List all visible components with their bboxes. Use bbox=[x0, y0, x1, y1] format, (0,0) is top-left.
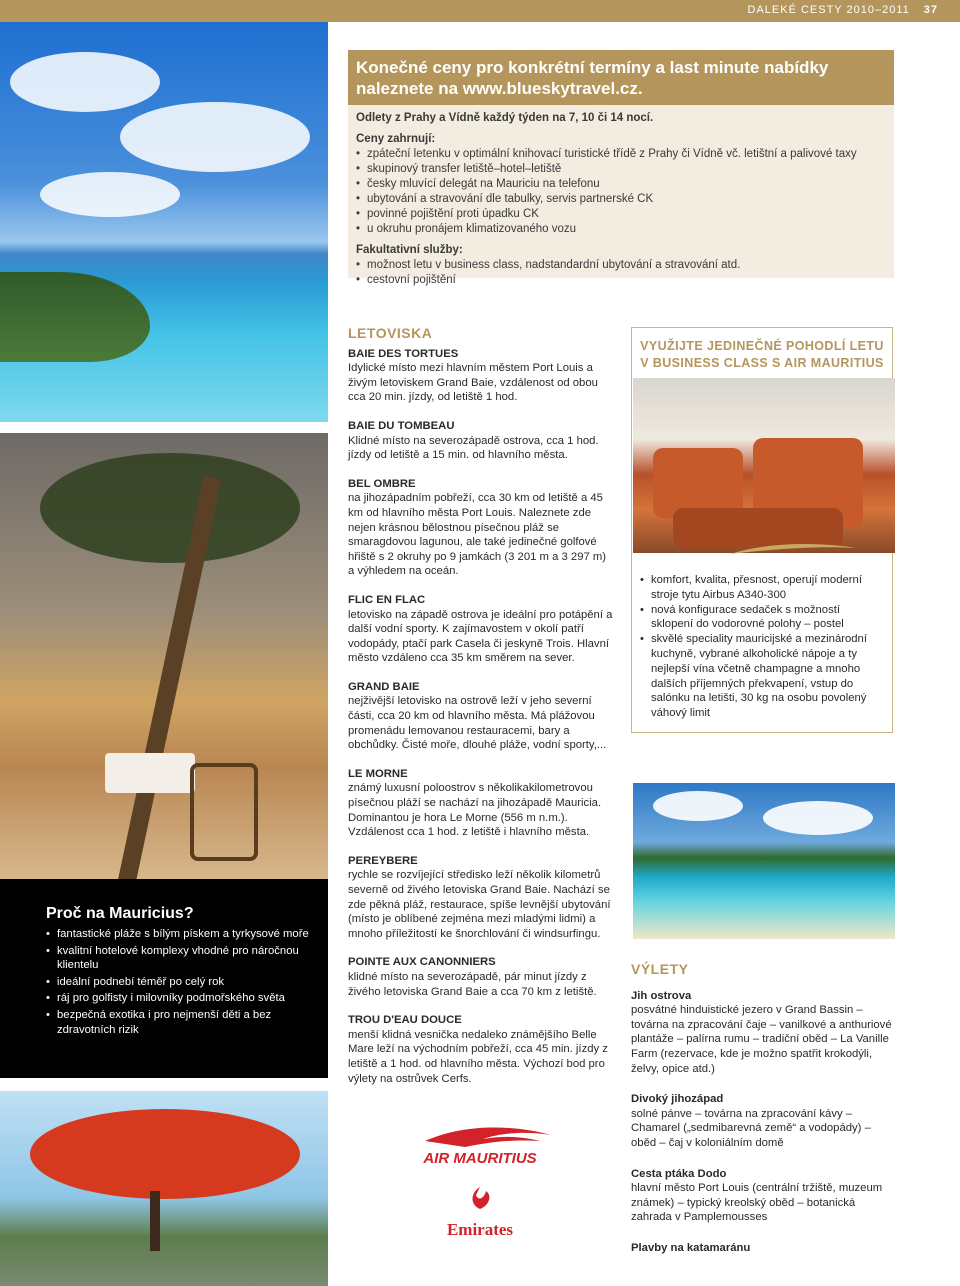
resort-name: FLIC EN FLAC bbox=[348, 593, 426, 606]
optional-list bbox=[356, 258, 886, 288]
resort-name: LE MORNE bbox=[348, 767, 408, 780]
why-mauritius-list bbox=[46, 927, 314, 1039]
running-title: DALEKÉ CESTY 2010–2011 bbox=[747, 4, 910, 16]
trip-name: Cesta ptáka Dodo bbox=[631, 1167, 727, 1180]
list-item: • nová konfigurace sedaček s možností sklopení do vodorovné polohy – postel bbox=[640, 603, 885, 633]
air-mauritius-wordmark: AIR MAURITIUS bbox=[423, 1150, 537, 1167]
resort-item bbox=[348, 854, 613, 942]
photo-business-class-seats bbox=[633, 378, 895, 553]
resort-name: BEL OMBRE bbox=[348, 477, 416, 490]
included-label: Ceny zahrnují: bbox=[356, 133, 436, 145]
list-item: • fantastické pláže s bílým pískem a tyrkysové moře bbox=[46, 927, 314, 942]
business-class-features bbox=[640, 573, 885, 721]
resort-item bbox=[348, 1013, 613, 1086]
running-header-text bbox=[748, 4, 939, 16]
resort-text: na jihozápadním pobřeží, cca 30 km od letiště a 45 km od hlavního města Port Louis. Naleznete zde nejen krásnou bělostnou písečnou pláž se smaragdovou lagunou, ale také jedinečné golfové hřiště s 2 okruhy po 9 jamkách (3 201 m a 3 297 m) a výhledem na oceán. bbox=[348, 492, 607, 578]
swoosh-icon bbox=[728, 540, 858, 558]
resort-item bbox=[348, 955, 613, 999]
business-class-title bbox=[632, 328, 892, 372]
resort-text: nejživější letovisko na ostrově leží v jeho severní části, cca 20 km od hlavního města. Má plážovou promenádu lemovanou restauracemi, bary a obchůdky. Čisté moře, dlouhé pláže, vodní sporty,... bbox=[348, 695, 607, 752]
business-class-title-line2: V BUSINESS CLASS S AIR MAURITIUS bbox=[640, 356, 884, 370]
list-item: • možnost letu v business class, nadstandardní ubytování a stravování atd. bbox=[356, 258, 886, 273]
resort-item bbox=[348, 477, 613, 579]
trips-column bbox=[631, 962, 893, 1256]
resort-item bbox=[348, 593, 613, 666]
photo-lagoon-aerial bbox=[0, 22, 328, 422]
list-item: • ideální podnebí téměř po celý rok bbox=[46, 975, 314, 990]
resort-text: menší klidná vesnička nedaleko známějšího Belle Mare leží na východním pobřeží, cca 45 min. jízdy z letiště a 1 hod. od hlavního města. Výchozí bod pro výlety na ostrůvek Cerfs. bbox=[348, 1028, 608, 1085]
air-mauritius-logo bbox=[405, 1125, 555, 1167]
photo-palm-beach-dinner bbox=[0, 433, 328, 879]
resort-item bbox=[348, 767, 613, 840]
resort-text: letovisko na západě ostrova je ideální pro potápění a další vodní sporty. K zajímavostem v okolí patří vodopády, ptačí park Casela či jeskyně Trois. Hlavní město vzdáleno cca 35 km směrem na sever. bbox=[348, 608, 613, 665]
list-item: • bezpečná exotika i pro nejmenší děti a bez zdravotních rizik bbox=[46, 1008, 314, 1037]
list-item: • česky mluvící delegát na Mauriciu na telefonu bbox=[356, 177, 886, 192]
list-item: • skupinový transfer letiště–hotel–letiště bbox=[356, 162, 886, 177]
trip-text: posvátné hinduistické jezero v Grand Bassin – továrna na zpracování čaje – vanilkové a anthuriové plantáže – palírna rumu – tradiční oběd – La Vanille Farm (rezervace, kde je možno spatřit krokodýli, želvy, opice atd.) bbox=[631, 1004, 892, 1075]
resort-item bbox=[348, 680, 613, 753]
list-item: • povinné pojištění proti úpadku CK bbox=[356, 207, 886, 222]
trip-text: solné pánve – továrna na zpracování kávy – Chamarel („sedmibarevná země“ a vodopády) – oběd – čaj v koloniálním domě bbox=[631, 1107, 871, 1149]
resort-name: POINTE AUX CANONNIERS bbox=[348, 956, 496, 969]
trip-name: Plavby na katamaránu bbox=[631, 1241, 751, 1254]
departures-text: Odlety z Prahy a Vídně každý týden na 7, 10 či 14 nocí. bbox=[356, 112, 654, 124]
price-info-title-line1: Konečné ceny pro konkrétní termíny a last minute nabídky bbox=[356, 58, 829, 77]
trip-text: hlavní město Port Louis (centrální tržiště, muzeum známek) – typický kreolský oběd – botanická zahrada v Pamplemousses bbox=[631, 1182, 883, 1224]
resort-name: GRAND BAIE bbox=[348, 680, 420, 693]
price-info-title bbox=[348, 50, 894, 105]
list-item: • komfort, kvalita, přesnost, operují moderní stroje tytu Airbus A340-300 bbox=[640, 573, 885, 603]
price-info-box bbox=[348, 50, 894, 286]
included-list bbox=[356, 147, 886, 237]
resort-text: známý luxusní poloostrov s několikakilometrovou písečnou pláží se nachází na jihozápadě Mauricia. Dominantou je hora Le Morne (556 m n.m.). Vzdálenost cca 1 hod. z letiště i hlavního města. bbox=[348, 782, 602, 839]
resorts-title: LETOVISKA bbox=[348, 325, 433, 341]
resort-text: klidné místo na severozápadě, pár minut jízdy z živého letoviska Grand Baie a cca 70 km z letiště. bbox=[348, 970, 597, 998]
why-mauritius-box bbox=[0, 879, 328, 1078]
resort-item bbox=[348, 419, 613, 463]
resort-text: rychle se rozvíjející středisko leží několik kilometrů severně od živého letoviska Grand Baie. Nachází se zde pěkná pláž, restaurace, spíše levnější ubytování (místo je oblíbené zejména mezi mladými lidmi) a mnoho příležitostí ke šnorchlování či windsurfingu. bbox=[348, 869, 611, 940]
price-info-title-line2: naleznete na www.blueskytravel.cz. bbox=[356, 79, 643, 98]
trips-title: VÝLETY bbox=[631, 961, 689, 977]
why-mauritius-title: Proč na Mauricius? bbox=[46, 905, 194, 922]
trip-name: Divoký jihozápad bbox=[631, 1093, 724, 1106]
resort-name: PEREYBERE bbox=[348, 854, 418, 867]
resort-item bbox=[348, 347, 613, 405]
photo-beach-lagoon bbox=[633, 783, 895, 939]
list-item: • skvělé speciality mauricijské a mezinárodní kuchyně, vybrané alkoholické nápoje a ty nejlepší vína včetně champagne a mnoho dalších příjemných překvapení, vstup do salónku na letišti, 30 kg na osobu povolený váhový limit bbox=[640, 632, 885, 721]
list-item: • u okruhu pronájem klimatizovaného vozu bbox=[356, 222, 886, 237]
resort-name: TROU D'EAU DOUCE bbox=[348, 1014, 462, 1027]
list-item: • ubytování a stravování dle tabulky, servis partnerské CK bbox=[356, 192, 886, 207]
resorts-column bbox=[348, 326, 613, 1100]
list-item: • zpáteční letenku v optimální knihovací turistické třídě z Prahy či Vídně vč. letištní a palivové taxy bbox=[356, 147, 886, 162]
emirates-wordmark: Emirates bbox=[446, 1220, 514, 1239]
business-class-title-line1: VYUŽIJTE JEDINEČNÉ POHODLÍ LETU bbox=[640, 339, 884, 353]
list-item: • cestovní pojištění bbox=[356, 273, 886, 288]
photo-flame-tree-road bbox=[0, 1091, 328, 1286]
resort-name: BAIE DU TOMBEAU bbox=[348, 419, 455, 432]
trip-name: Jih ostrova bbox=[631, 989, 692, 1002]
page-number: 37 bbox=[923, 4, 938, 16]
list-item: • kvalitní hotelové komplexy vhodné pro náročnou klientelu bbox=[46, 944, 314, 973]
optional-label: Fakultativní služby: bbox=[356, 244, 463, 256]
running-header bbox=[0, 0, 960, 22]
resort-text: Klidné místo na severozápadě ostrova, cca 1 hod. jízdy od letiště a 15 min. od hlavního města. bbox=[348, 434, 599, 462]
emirates-logo bbox=[440, 1183, 520, 1243]
resort-name: BAIE DES TORTUES bbox=[348, 347, 459, 360]
resort-text: Idylické místo mezi hlavním městem Port Louis a živým letoviskem Grand Baie, vzdálenost od obou cca 20 min. jízdy, od letiště 1 hod. bbox=[348, 362, 598, 404]
list-item: • ráj pro golfisty i milovníky podmořského světa bbox=[46, 991, 314, 1006]
